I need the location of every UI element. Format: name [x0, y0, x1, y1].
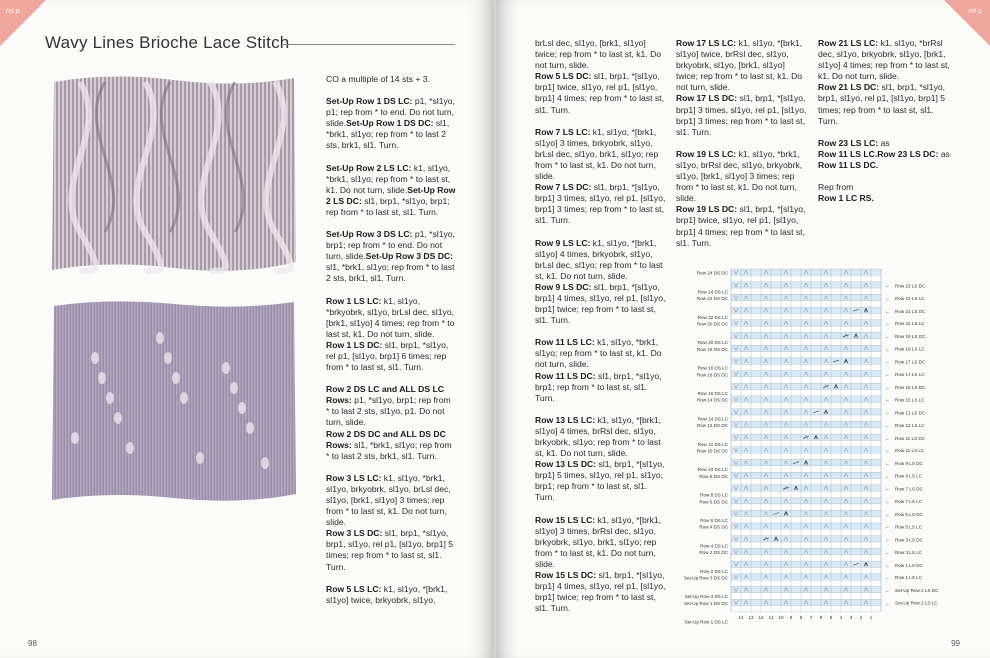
row-instructions: k1, sl1yo, *brRsl dec, sl1yo, brkyobrk, sl1yo, [brk1, sl1yo] 4 times; rep from * to last st, k1. Do not turn, slide. [818, 38, 950, 82]
chart-arrow-icon: ← [885, 524, 890, 530]
chart-right-row-label: Row 5 LS DC [895, 512, 923, 518]
row-instructions: k1, sl1yo, *[brk1, sl1yo] 3 times, brkyobrk, sl1yo, brLsl dec, sl1yo, brk1, sl1yo; rep from * to last st, k1. Do not turn, slide. [535, 126, 659, 182]
chart-left-row-label: Row 10 DS DC [696, 448, 728, 454]
chart-row [731, 377, 881, 383]
chart-left-row-label: Row 24 DS LC [697, 289, 728, 295]
chart-arrow-icon: ← [885, 499, 890, 505]
row-label: Row 11 LS DC. [818, 159, 879, 170]
chart-row [731, 517, 881, 523]
chart-right-row-label: Row 23 LS LC [895, 295, 925, 301]
instruction-block [326, 584, 456, 606]
row-instructions: sl1, brp1, *sl1yo, rel p1, [sl1yo, brp1] 6 times; rep from * to last st, sl1. Turn. [326, 339, 449, 373]
chart-left-row-label: Set-Up Row 3 DS DC [683, 575, 728, 581]
stitch-chart [673, 266, 953, 628]
chart-right-row-label: Set-Up Row 2 LS LC [895, 600, 938, 606]
chart-arrow-icon: ← [885, 473, 890, 479]
chart-right-row-label: Row 21 LS DC [895, 308, 926, 314]
row-instructions: k1, sl1yo, *[brk1, sl1yo] 4 times, brRsl dec, sl1yo, brkyobrk, sl1yo; rep from * to last st, k1. Do not turn, slide. [535, 414, 662, 459]
chart-row [731, 390, 881, 396]
row-instructions: sl1, brp1, *[sl1yo, brp1] 4 times, sl1yo, rel p1, [sl1yo, brp1] twice; rep from * to last st, sl1. Turn. [535, 281, 666, 326]
row-label: Row 1 LS DC: [326, 339, 385, 350]
instruction-block [326, 229, 456, 284]
row-label: Row 2 DS DC and ALL DS DC Rows: [326, 428, 446, 450]
chart-arrow-icon: ← [885, 321, 890, 327]
row-label: Row 11 LS DC: [535, 370, 599, 381]
chart-right-row-label: Row 21 LS LC [895, 321, 925, 327]
row-label: Set-Up Row 1 DS DC: [346, 118, 436, 129]
chart-right-row-label: Row 1 LS DC [895, 562, 923, 568]
row-label: Row 21 LS LC: [818, 38, 881, 48]
instruction-block [818, 38, 953, 127]
chart-row [731, 415, 881, 421]
chart-left-row-label: Row 4 DS LC [700, 543, 728, 549]
row-instructions: k1, sl1yo, *brk1, sl1yo, brRsl dec, sl1yo, brkyobrk, sl1yo, [brk1, sl1yo] 3 times; rep from * to last st, k1. Do not turn, slide. [676, 148, 803, 204]
chart-left-row-label: Row 22 DS LC [697, 314, 728, 320]
chart-arrow-icon: ← [885, 486, 890, 492]
chart-right-row-label: Row 9 LS LC [895, 473, 923, 479]
chart-left-row-label: Row 10 DS LC [697, 467, 728, 473]
row-label: Set-Up Row 3 DS DC: [365, 251, 454, 262]
chart-row [731, 440, 881, 446]
chart-left-row-label: Set-Up Row 1 DS LC [684, 619, 728, 625]
row-instructions: sl1, *brk1, sl1yo; rep from * to last 2 sts, brk1, sl1. Turn. [326, 262, 455, 284]
row-label: Row 19 LS LC: [676, 148, 739, 159]
row-instructions: sl1, brp1, *[sl1yo, brp1] 5 times, sl1yo, rel p1, sl1yo, brp1; rep from * to last st, sl1. Turn. [535, 459, 665, 503]
chart-right-row-label: Row 5 LS LC [895, 524, 923, 530]
row-label: Row 15 LS DC: [535, 570, 599, 581]
instruction-block [818, 138, 953, 171]
row-instructions: as [880, 137, 890, 148]
row-instructions: sl1, *brk1, sl1yo; rep from * to last 2 sts, brk1, sl1. Turn. [326, 439, 452, 461]
row-instructions: sl1, brp1, *sl1yo, brp1; rep from * to last st, sl1. Turn. [535, 370, 662, 403]
chart-left-row-label: Row 12 DS DC [696, 423, 728, 429]
instruction-block [676, 149, 808, 249]
chart-row [731, 606, 881, 612]
instruction-block [535, 515, 667, 615]
row-instructions: k1, sl1yo, *brk1, sl1yo; rep from * to last st, k1. Do not turn, slide. [326, 162, 451, 195]
chart-column-number: 7 [809, 614, 813, 620]
chart-left-row-label: Row 2 DS DC [699, 550, 728, 556]
row-label: Row 9 LS LC: [535, 237, 593, 248]
chart-arrow-icon: ← [885, 435, 890, 441]
chart-row [731, 504, 881, 510]
chart-left-row-label: Row 20 DS DC [696, 321, 728, 327]
chart-column-number: 6 [819, 614, 823, 620]
row-label: Row 11 LS LC: [535, 337, 598, 348]
chart-left-row-label: Row 6 DS LC [700, 518, 728, 524]
chart-row [731, 453, 881, 459]
chart-right-row-label: Row 3 LS LC [895, 549, 923, 555]
chart-left-row-label: Row 24 DS DC [696, 270, 728, 276]
row-instructions: k1, sl1yo, *brk1, sl1yo, brkyobrk, sl1yo, brLsl dec, sl1yo, [brk1, sl1yo] 3 times; rep from * to last st, k1. Do not turn, slide. [326, 472, 451, 528]
corner-tab-right-label: rel p [968, 8, 982, 15]
chart-left-row-label: Row 8 DS DC [699, 473, 728, 479]
row-label: Set-Up Row 2 LS LC: [326, 162, 414, 173]
chart-right-row-label: Row 11 LS DC [895, 435, 926, 441]
chart-arrow-icon: ← [885, 600, 890, 606]
chart-column-number: 2 [859, 614, 863, 620]
row-label: Row 21 LS DC: [818, 82, 882, 93]
corner-tab-left [0, 0, 46, 46]
page-number-left: 98 [28, 639, 37, 648]
chart-right-row-label: Row 3 LS DC [895, 537, 923, 543]
left-page [0, 0, 494, 658]
row-label: Set-Up Row 3 DS LC: [326, 229, 415, 240]
chart-left-row-label: Row 22 DS DC [696, 296, 728, 302]
chart-arrow-icon: ← [885, 410, 890, 416]
chart-arrow-icon: ← [885, 385, 890, 391]
row-label: Row 2 DS LC and ALL DS LC Rows: [326, 384, 444, 406]
row-instructions: sl1, brp1, *sl1yo, brp1; rep from * to last st, sl1. Turn. [326, 195, 450, 217]
chart-left-row-label: Row 8 DS LC [700, 492, 728, 498]
page-title: Wavy Lines Brioche Lace Stitch [45, 33, 290, 52]
chart-arrow-icon: ← [885, 296, 890, 302]
chart-arrow-icon: ← [885, 334, 890, 340]
swatch-photo-top [50, 72, 298, 277]
chart-arrow-icon: ← [885, 537, 890, 543]
chart-left-row-label: Set-Up Row 1 DS DC [683, 600, 728, 606]
chart-arrow-icon: ← [885, 575, 890, 581]
chart-left-row-label: Row 20 DS LC [697, 340, 728, 346]
chart-arrow-icon: ← [885, 346, 890, 352]
chart-row [731, 479, 881, 485]
row-instructions: p1, *sl1yo, p1; rep from * to end. Do not turn, slide. [326, 96, 455, 129]
instruction-block [535, 127, 667, 227]
chart-right-row-label: Row 19 LS LC [895, 346, 925, 352]
row-label: Row 13 LS LC: [535, 414, 598, 425]
row-label: Set-Up Row 2 LS DC: [326, 184, 456, 206]
page-number-right: 99 [951, 639, 960, 648]
chart-row [731, 529, 881, 535]
row-instructions: sl1, brp1, *sl1yo, brp1, sl1yo, rel p1, [sl1yo, brp1] 5 times; rep from * to last st, sl1. Turn. [326, 528, 454, 572]
instructions-column-1 [326, 74, 456, 617]
instruction-block [326, 96, 456, 151]
chart-row [731, 567, 881, 573]
chart-left-row-label: Row 6 DS DC [699, 499, 728, 505]
row-instructions: p1, *sl1yo, brp1; rep from * to end. Do not turn, slide. [326, 229, 455, 262]
chart-left-row-label: Row 14 DS DC [696, 397, 728, 403]
row-instructions: sl1, brp1, *[sl1yo, brp1] twice, sl1yo, rel p1, [sl1yo, brp1] 4 times; rep from * to last st, sl1. Turn. [535, 71, 664, 115]
chart-right-row-label: Row 17 LS DC [895, 359, 926, 365]
chart-column-number: 10 [778, 614, 784, 620]
chart-arrow-icon: ← [885, 423, 890, 429]
row-label: Row 19 LS DC: [676, 204, 740, 215]
chart-left-row-label: Row 4 DS DC [699, 524, 728, 530]
chart-column-number: 8 [799, 614, 803, 620]
chart-right-row-label: Row 9 LS DC [895, 461, 923, 467]
row-label: Row 11 LS LC. [818, 148, 878, 159]
chart-row [731, 491, 881, 497]
chart-right-row-label: Row 15 LS LC [895, 397, 925, 403]
row-instructions: sl1, brp1, *[sl1yo, brp1] 4 times, sl1yo, rel p1, [sl1yo, brp1] twice; rep from * to last st, sl1. Turn. [535, 570, 666, 614]
chart-right-row-label: Row 7 LS LC [895, 498, 923, 504]
row-instructions: k1, sl1yo, *brk1, sl1yo; rep from * to last st, k1. Do not turn, slide. [535, 337, 662, 370]
chart-left-row-label: Row 12 DS LC [697, 441, 728, 447]
instructions-column-4 [818, 38, 953, 215]
chart-arrow-icon: ← [885, 283, 890, 289]
chart-row [731, 402, 881, 408]
chart-row [731, 466, 881, 472]
chart-right-row-label: Row 13 LS LC [895, 422, 925, 428]
chart-arrow-icon: ← [885, 372, 890, 378]
instruction-block [326, 296, 456, 374]
chart-column-number: 1 [869, 614, 873, 620]
row-label: Row 7 LS LC: [535, 126, 593, 137]
row-label: Row 5 LS LC: [326, 583, 384, 594]
row-instructions: sl1, brp1, *sl1yo, brp1, sl1yo, rel p1, [sl1yo, brp1] 5 times; rep from * to last st, sl1. Turn. [818, 82, 946, 126]
instruction-block [818, 182, 953, 204]
row-instructions: sl1, *brk1, sl1yo; rep from * to last 2 sts, brk1, sl1. Turn. [326, 118, 450, 151]
chart-right-row-label: Row 17 LS LC [895, 371, 925, 377]
row-label: Row 23 LS LC: [818, 137, 881, 148]
chart-row [731, 313, 881, 319]
chart-left-row-label: Row 16 DS DC [696, 372, 728, 378]
row-instructions: brLsl dec, sl1yo, [brk1, sl1yo] twice; rep from * to last st, k1. Do not turn, slide. [535, 38, 662, 71]
chart-right-row-label: Row 23 LS DC [895, 283, 926, 289]
chart-right-row-label: Row 13 LS DC [895, 410, 926, 416]
row-instructions: k1, sl1yo, *brkyobrk, sl1yo, brLsl dec, sl1yo, [brk1, sl1yo] 4 times; rep from * to last st, k1. Do not turn, slide. [326, 295, 455, 339]
row-instructions: k1, sl1yo, *[brk1, sl1yo] twice, brkyobrk, sl1yo, [326, 583, 448, 605]
chart-left-row-label: Row 18 DS DC [696, 346, 728, 352]
instruction-block [326, 163, 456, 218]
row-label: Row 13 LS DC: [535, 459, 599, 470]
chart-arrow-icon: ← [885, 308, 890, 314]
row-label: Row 3 LS DC: [326, 528, 385, 539]
row-label: Row 5 LS DC: [535, 71, 594, 82]
chart-arrow-icon: ← [885, 512, 890, 518]
instruction-block [326, 473, 456, 573]
row-label: Row 1 LS LC: [326, 295, 384, 306]
chart-row [731, 275, 881, 281]
chart-column-number: 12 [758, 614, 764, 620]
left-page-row-blocks [326, 96, 456, 606]
chart-column-number: 14 [738, 614, 744, 620]
chart-right-row-label: Row 19 LS DC [895, 334, 926, 340]
row-label: Row 15 LS LC: [535, 514, 598, 525]
chart-left-row-label: Row 2 DS LC [700, 568, 728, 574]
chart-left-row-label: Row 18 DS LC [697, 365, 728, 371]
row-instructions: k1, sl1yo, *[brk1, sl1yo] 3 times, brRsl dec, sl1yo, brkyobrk, sl1yo, brk1, sl1yo; rep from * to last st, k1. Do not turn, slide. [535, 514, 662, 569]
chart-row [731, 339, 881, 345]
chart-arrow-icon: ← [885, 461, 890, 467]
instruction-block [326, 384, 456, 462]
chart-arrow-icon: ← [885, 550, 890, 556]
chart-arrow-icon: ← [885, 359, 890, 365]
chart-column-number: 11 [768, 614, 774, 620]
chart-column-number: 3 [849, 614, 853, 620]
chart-row [731, 593, 881, 599]
chart-arrow-icon: ← [885, 448, 890, 454]
row-instructions: Rep from [818, 182, 854, 193]
corner-tab-left-label: rel p [6, 8, 20, 15]
row-instructions: k1, sl1yo, *[brk1, sl1yo] 4 times, brkyobrk, sl1yo, brLsl dec, sl1yo; rep from * to last st, k1. Do not turn, slide. [535, 237, 663, 281]
instruction-block [535, 238, 667, 327]
chart-row [731, 326, 881, 332]
chart-arrow-icon: ← [885, 562, 890, 568]
row-instructions: sl1, brp1, *[sl1yo, brp1] 3 times, sl1yo, rel p1, [sl1yo, brp1] 3 times; rep from * to last st, sl1. Turn. [535, 182, 666, 226]
instructions-column-2 [535, 38, 667, 625]
chart-arrow-icon: ← [885, 397, 890, 403]
instruction-block [676, 38, 808, 138]
row-label: Row 7 LS DC: [535, 182, 594, 193]
row-label: Row 17 LS LC: [676, 38, 739, 48]
chart-row [731, 555, 881, 561]
chart-left-row-label: Row 16 DS LC [697, 391, 728, 397]
chart-right-row-label: Row 15 LS DC [895, 385, 926, 391]
chart-column-number: 4 [839, 614, 843, 620]
row-label: Row 17 LS DC: [676, 93, 740, 104]
title-rule [283, 44, 455, 45]
cast-on-text: CO a multiple of 14 sts + 3. [326, 74, 430, 84]
chart-row [731, 580, 881, 586]
instruction-block [535, 38, 667, 116]
row-instructions: as [940, 148, 950, 159]
row-label: Row 23 LS DC: [877, 148, 941, 159]
chart-right-row-label: Set-Up Row 2 LS DC [895, 588, 939, 594]
chart-right-row-label: Row 1 LS LC [895, 575, 923, 581]
chart-row [731, 542, 881, 548]
chart-row [731, 352, 881, 358]
instruction-block [535, 415, 667, 504]
chart-arrow-icon: ← [885, 588, 890, 594]
chart-column-number: 9 [789, 614, 793, 620]
chart-row [731, 288, 881, 294]
row-instructions: sl1, brp1, *[sl1yo, brp1] twice, sl1yo, rel p1, [sl1yo, brp1] 4 times; rep from * to last st, sl1. Turn. [676, 204, 806, 248]
chart-column-number: 13 [748, 614, 754, 620]
swatch-photo-bottom [50, 298, 298, 505]
chart-row [731, 301, 881, 307]
chart-column-number: 5 [829, 614, 833, 620]
row-label: Set-Up Row 1 DS LC: [326, 96, 415, 107]
chart-row [731, 364, 881, 370]
chart-left-row-label: Row 14 DS LC [697, 416, 728, 422]
chart-left-row-label: Set-Up Row 3 DS LC [684, 594, 728, 600]
chart-right-row-label: Row 7 LS DC [895, 486, 923, 492]
instruction-block [535, 337, 667, 404]
row-instructions: sl1, brp1, *[sl1yo, brp1] 3 times, sl1yo, rel p1, [sl1yo, brp1] 3 times; rep from * to last st, sl1. Turn. [676, 93, 807, 137]
chart-right-row-label: Row 11 LS LC [895, 448, 925, 454]
row-label: Row 1 LC RS. [818, 193, 874, 204]
instructions-column-3 [676, 38, 808, 260]
chart-row [731, 428, 881, 434]
row-instructions: p1, *sl1yo, brp1; rep from * to last 2 sts, sl1yo, p1. Do not turn, slide. [326, 395, 451, 428]
row-instructions: k1, sl1yo, *[brk1, sl1yo] twice, brRsl dec, sl1yo, brkyobrk, sl1yo, [brk1, sl1yo] twice; rep from * to last st, k1. Do not turn, slide. [676, 38, 803, 93]
row-label: Row 3 LS LC: [326, 472, 384, 483]
row-label: Row 9 LS DC: [535, 281, 594, 292]
